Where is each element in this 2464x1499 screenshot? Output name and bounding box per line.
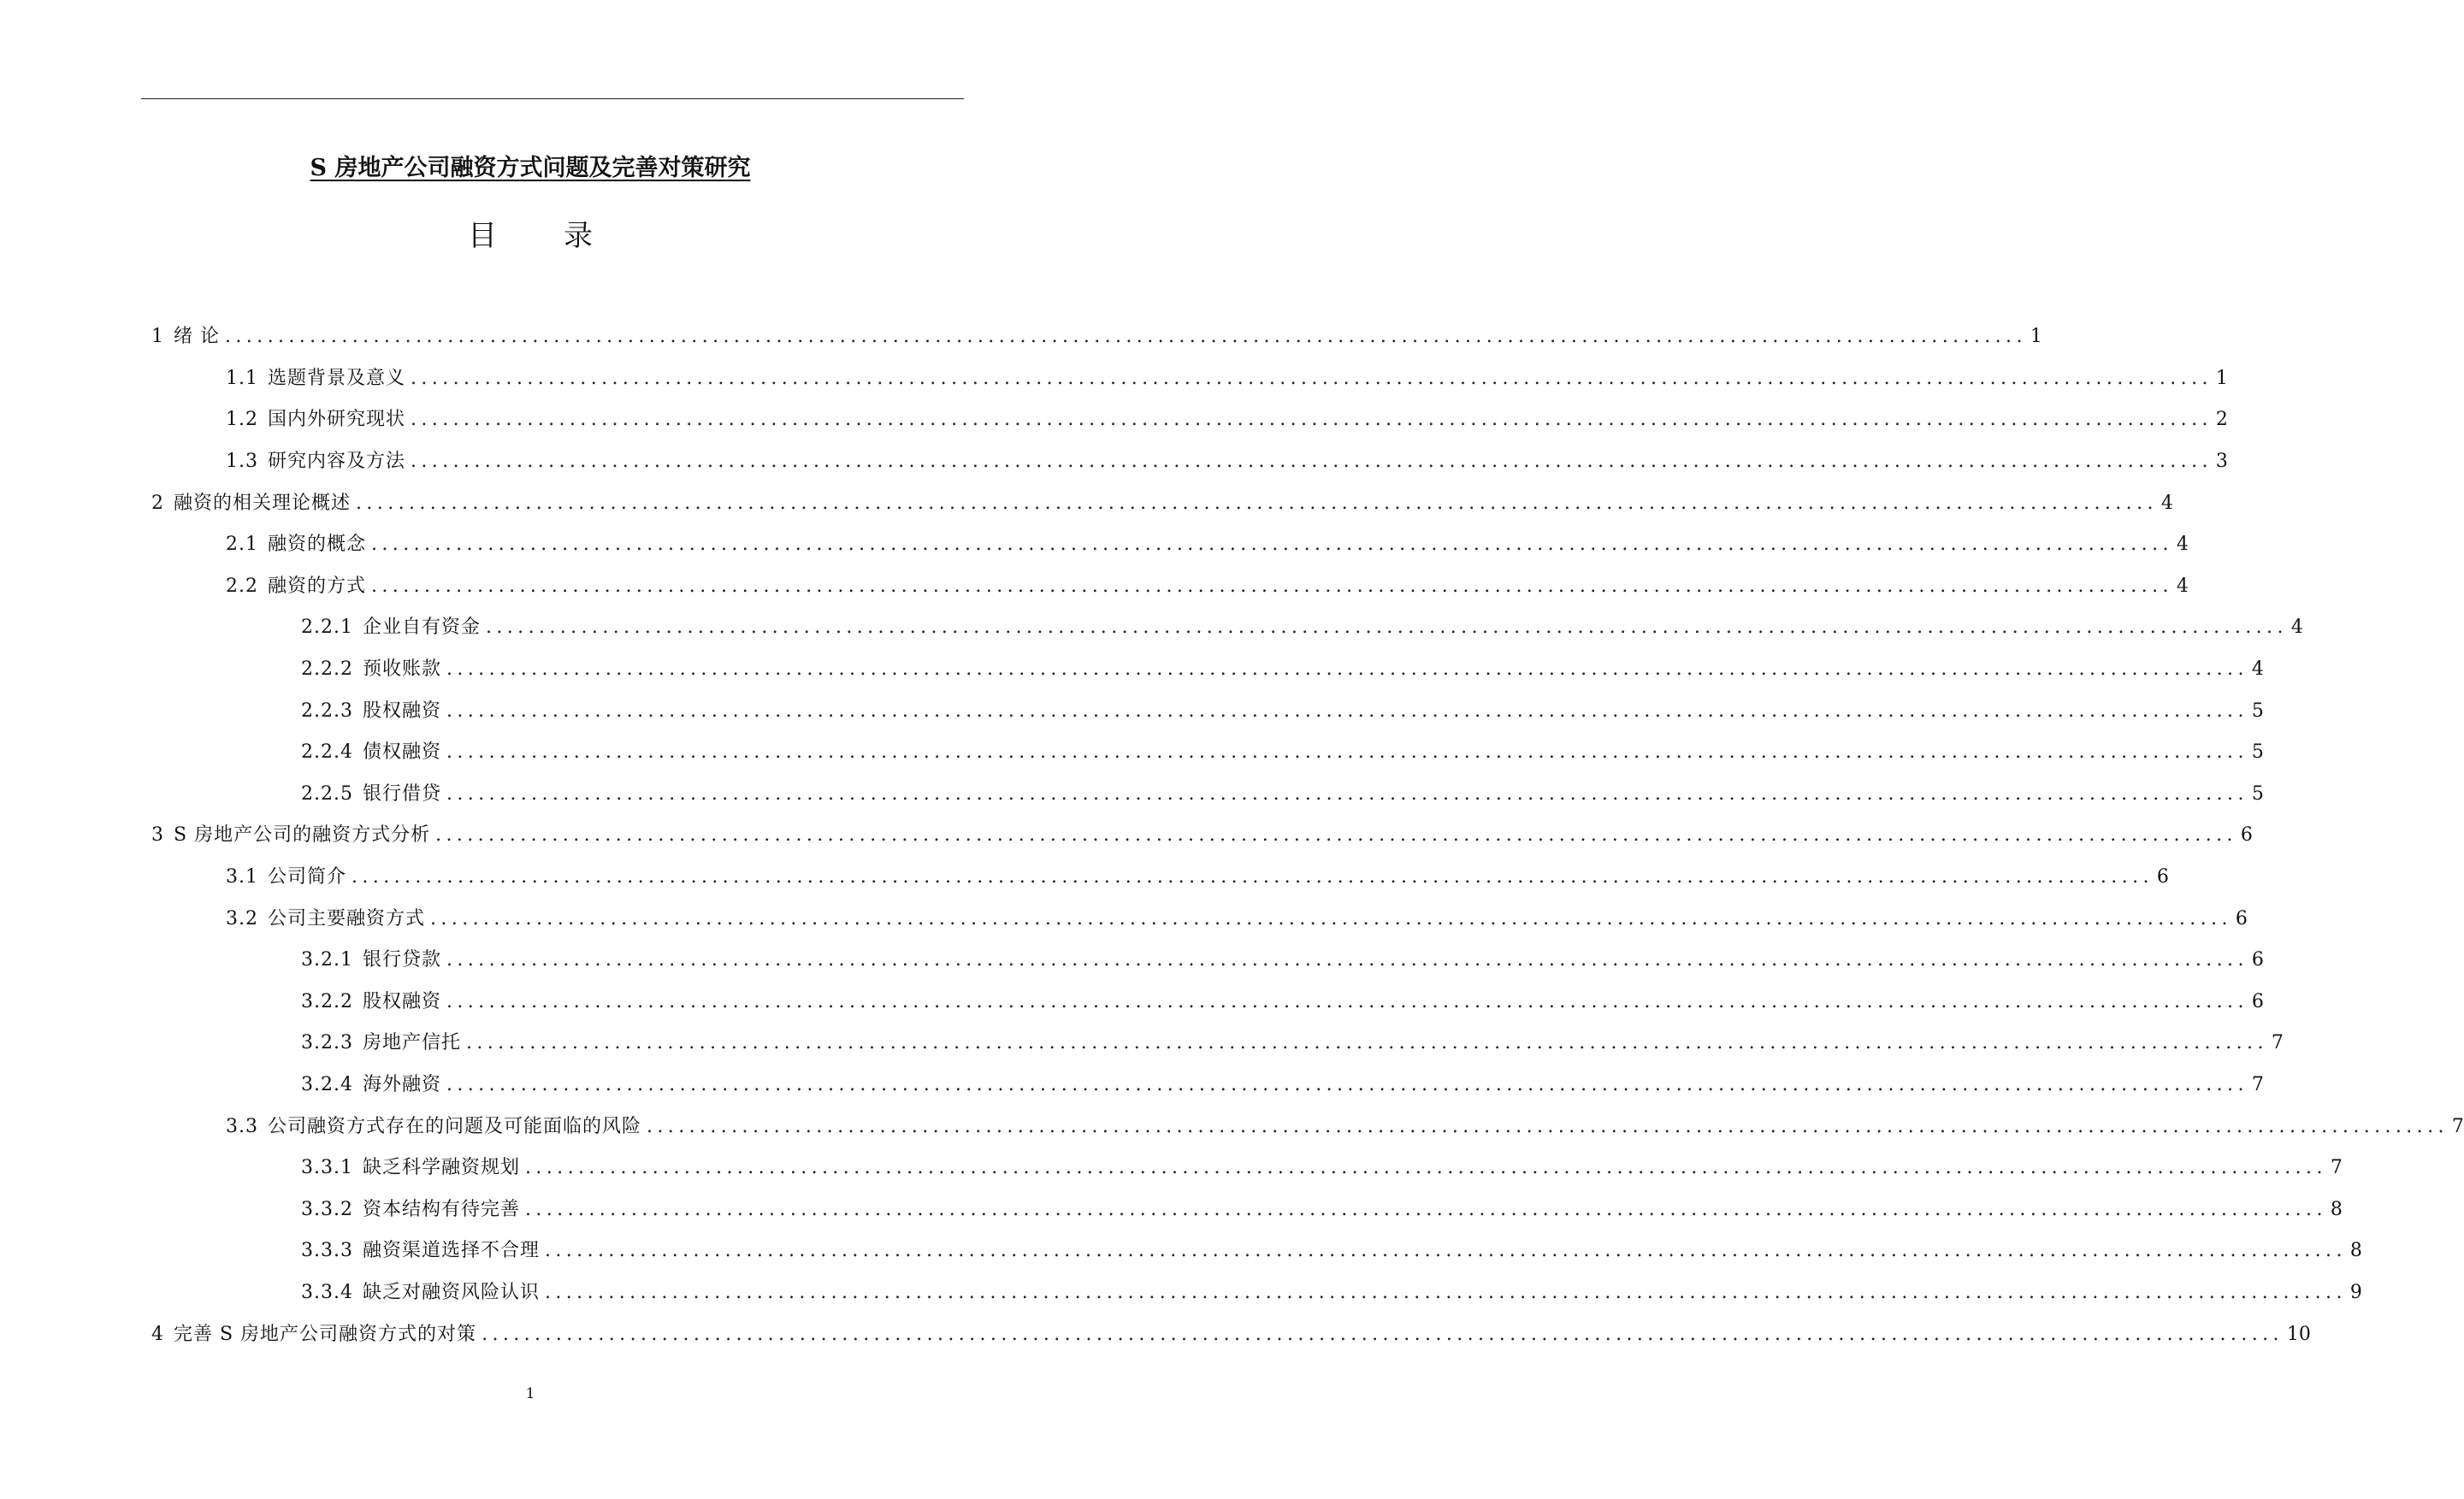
toc-dot-leader: .......................................................................................................................................................................... bbox=[486, 617, 2288, 639]
toc-dot-leader: .......................................................................................................................................................................... bbox=[466, 1032, 2268, 1054]
toc-entry-title: 海外融资 bbox=[362, 1073, 441, 1095]
toc-dot-leader: .......................................................................................................................................................................... bbox=[482, 1323, 2284, 1345]
toc-entry-page: 6 bbox=[2235, 907, 2248, 929]
toc-entry-title: 国内外研究现状 bbox=[268, 409, 406, 431]
toc-dot-leader: .......................................................................................................................................................................... bbox=[435, 824, 2237, 847]
toc-dot-leader: .......................................................................................................................................................................... bbox=[647, 1115, 2449, 1137]
toc-dot-leader: .......................................................................................................................................................................... bbox=[446, 658, 2248, 681]
toc-entry[interactable] bbox=[151, 607, 2303, 649]
toc-dot-leader: .......................................................................................................................................................................... bbox=[545, 1240, 2347, 1262]
toc-entry-title: 融资的方式 bbox=[268, 575, 367, 597]
toc-entry-number: 1.3 bbox=[226, 451, 258, 473]
toc-entry[interactable] bbox=[151, 358, 2228, 400]
toc-entry-page: 10 bbox=[2286, 1323, 2311, 1345]
toc-entry-title: 公司主要融资方式 bbox=[268, 907, 426, 929]
toc-entry-title: 债权融资 bbox=[362, 741, 441, 764]
toc-entry-number: 1.2 bbox=[226, 409, 258, 431]
toc-entry-page: 4 bbox=[2290, 617, 2303, 639]
toc-entry[interactable] bbox=[151, 1148, 2343, 1189]
toc-entry-title: 绪 论 bbox=[174, 326, 220, 348]
toc-heading: 目录 bbox=[468, 219, 659, 253]
toc-entry-number: 2.2.5 bbox=[301, 782, 353, 805]
toc-entry-page: 6 bbox=[2240, 824, 2253, 847]
toc-entry[interactable] bbox=[151, 732, 2264, 774]
toc-entry[interactable] bbox=[151, 566, 2189, 608]
toc-entry-number: 3.3.2 bbox=[301, 1198, 353, 1220]
toc-entry-page: 5 bbox=[2251, 741, 2264, 764]
table-of-contents bbox=[151, 316, 2464, 1355]
toc-entry-title: 房地产信托 bbox=[362, 1032, 461, 1054]
toc-entry[interactable] bbox=[151, 1065, 2264, 1107]
toc-entry[interactable] bbox=[151, 316, 2042, 358]
toc-dot-leader: .......................................................................................................................................................................... bbox=[356, 492, 2158, 514]
document-title-text: S 房地产公司融资方式问题及完善对策研究 bbox=[310, 155, 751, 181]
toc-entry-title: 缺乏对融资风险认识 bbox=[362, 1281, 540, 1303]
toc-entry-page: 2 bbox=[2215, 409, 2228, 431]
toc-entry-number: 2.2 bbox=[226, 575, 258, 597]
toc-entry-number: 3.1 bbox=[226, 866, 258, 888]
toc-dot-leader: .......................................................................................................................................................................... bbox=[411, 451, 2213, 473]
toc-entry-number: 4 bbox=[151, 1323, 164, 1345]
toc-entry[interactable] bbox=[151, 690, 2264, 732]
toc-entry-page: 6 bbox=[2251, 949, 2264, 971]
toc-entry-number: 2.2.2 bbox=[301, 658, 353, 681]
toc-dot-leader: .......................................................................................................................................................................... bbox=[446, 990, 2248, 1012]
toc-entry[interactable] bbox=[151, 1106, 2464, 1148]
toc-entry[interactable] bbox=[151, 1313, 2311, 1355]
toc-entry-page: 5 bbox=[2251, 699, 2264, 722]
toc-entry-number: 2.2.1 bbox=[301, 617, 353, 639]
toc-entry-title: 股权融资 bbox=[362, 699, 441, 722]
toc-entry-number: 2 bbox=[151, 492, 164, 514]
toc-entry-title: 选题背景及意义 bbox=[268, 367, 406, 389]
toc-entry-page: 4 bbox=[2251, 658, 2264, 681]
toc-entry-page: 6 bbox=[2156, 866, 2169, 888]
toc-entry-page: 6 bbox=[2251, 990, 2264, 1012]
toc-dot-leader: .......................................................................................................................................................................... bbox=[371, 575, 2173, 597]
toc-entry-title: 资本结构有待完善 bbox=[362, 1198, 520, 1220]
toc-dot-leader: .......................................................................................................................................................................... bbox=[545, 1281, 2347, 1303]
toc-entry-number: 3.2.4 bbox=[301, 1073, 353, 1095]
toc-entry-page: 9 bbox=[2349, 1281, 2362, 1303]
toc-entry-title: S 房地产公司的融资方式分析 bbox=[174, 824, 431, 847]
toc-entry-number: 2.2.3 bbox=[301, 699, 353, 722]
toc-entry-title: 融资的概念 bbox=[268, 534, 367, 556]
toc-dot-leader: .......................................................................................................................................................................... bbox=[446, 741, 2248, 764]
toc-entry-number: 3.3.3 bbox=[301, 1240, 353, 1262]
toc-entry-page: 5 bbox=[2251, 782, 2264, 805]
toc-entry-page: 1 bbox=[2030, 326, 2042, 348]
toc-entry-page: 8 bbox=[2330, 1198, 2343, 1220]
toc-entry-page: 7 bbox=[2271, 1032, 2284, 1054]
toc-dot-leader: .......................................................................................................................................................................... bbox=[446, 782, 2248, 805]
toc-entry-page: 1 bbox=[2215, 367, 2228, 389]
toc-entry-title: 公司简介 bbox=[268, 866, 347, 888]
toc-dot-leader: .......................................................................................................................................................................... bbox=[371, 534, 2173, 556]
toc-dot-leader: .......................................................................................................................................................................... bbox=[446, 949, 2248, 971]
toc-entry[interactable] bbox=[151, 982, 2264, 1024]
toc-entry-title: 融资的相关理论概述 bbox=[174, 492, 352, 514]
toc-dot-leader: .......................................................................................................................................................................... bbox=[352, 866, 2154, 888]
header-rule bbox=[141, 98, 964, 99]
toc-entry-page: 7 bbox=[2451, 1115, 2464, 1137]
toc-entry-number: 3.2.1 bbox=[301, 949, 353, 971]
toc-entry[interactable] bbox=[151, 1189, 2343, 1230]
toc-entry-page: 8 bbox=[2349, 1240, 2362, 1262]
toc-entry[interactable] bbox=[151, 524, 2189, 566]
toc-entry-number: 1.1 bbox=[226, 367, 258, 389]
toc-entry[interactable] bbox=[151, 1023, 2284, 1065]
toc-dot-leader: .......................................................................................................................................................................... bbox=[411, 367, 2213, 389]
toc-entry-title: 融资渠道选择不合理 bbox=[362, 1240, 540, 1262]
toc-entry-title: 银行贷款 bbox=[362, 949, 441, 971]
toc-dot-leader: .......................................................................................................................................................................... bbox=[446, 1073, 2248, 1095]
toc-entry-title: 研究内容及方法 bbox=[268, 451, 406, 473]
page-number: 1 bbox=[525, 1385, 535, 1402]
toc-entry[interactable] bbox=[151, 1272, 2362, 1314]
toc-dot-leader: .......................................................................................................................................................................... bbox=[430, 907, 2232, 929]
toc-entry-number: 3.2.3 bbox=[301, 1032, 353, 1054]
toc-entry[interactable] bbox=[151, 399, 2228, 441]
toc-entry-number: 3.3.1 bbox=[301, 1157, 353, 1179]
toc-entry[interactable] bbox=[151, 482, 2173, 524]
toc-entry-title: 完善 S 房地产公司融资方式的对策 bbox=[174, 1323, 477, 1345]
toc-entry-page: 4 bbox=[2160, 492, 2173, 514]
toc-dot-leader: .......................................................................................................................................................................... bbox=[411, 409, 2213, 431]
document-title bbox=[0, 152, 1061, 185]
toc-entry-number: 1 bbox=[151, 326, 164, 348]
toc-entry[interactable] bbox=[151, 857, 2169, 899]
toc-entry[interactable] bbox=[151, 940, 2264, 982]
toc-entry[interactable] bbox=[151, 815, 2253, 857]
toc-entry[interactable] bbox=[151, 441, 2228, 483]
toc-entry-page: 7 bbox=[2330, 1157, 2343, 1179]
toc-entry-title: 公司融资方式存在的问题及可能面临的风险 bbox=[268, 1115, 642, 1137]
toc-entry-number: 3.2.2 bbox=[301, 990, 353, 1012]
toc-entry-page: 7 bbox=[2251, 1073, 2264, 1095]
toc-entry[interactable] bbox=[151, 898, 2248, 940]
toc-entry-page: 4 bbox=[2176, 534, 2189, 556]
toc-entry[interactable] bbox=[151, 774, 2264, 816]
toc-entry-title: 银行借贷 bbox=[362, 782, 441, 805]
toc-entry-page: 4 bbox=[2176, 575, 2189, 597]
toc-dot-leader: .......................................................................................................................................................................... bbox=[525, 1157, 2327, 1179]
toc-entry-number: 3 bbox=[151, 824, 164, 847]
toc-entry-number: 2.2.4 bbox=[301, 741, 353, 764]
toc-entry[interactable] bbox=[151, 1230, 2362, 1272]
toc-entry-number: 3.3 bbox=[226, 1115, 258, 1137]
toc-entry-number: 2.1 bbox=[226, 534, 258, 556]
toc-dot-leader: .......................................................................................................................................................................... bbox=[446, 699, 2248, 722]
toc-entry-number: 3.2 bbox=[226, 907, 258, 929]
toc-entry-title: 企业自有资金 bbox=[362, 617, 481, 639]
toc-entry-page: 3 bbox=[2215, 451, 2228, 473]
toc-entry[interactable] bbox=[151, 649, 2264, 691]
toc-entry-title: 预收账款 bbox=[362, 658, 441, 681]
toc-dot-leader: .......................................................................................................................................................................... bbox=[525, 1198, 2327, 1220]
toc-entry-title: 股权融资 bbox=[362, 990, 441, 1012]
toc-entry-number: 3.3.4 bbox=[301, 1281, 353, 1303]
toc-entry-title: 缺乏科学融资规划 bbox=[362, 1157, 520, 1179]
toc-dot-leader: .......................................................................................................................................................................... bbox=[225, 326, 2027, 348]
